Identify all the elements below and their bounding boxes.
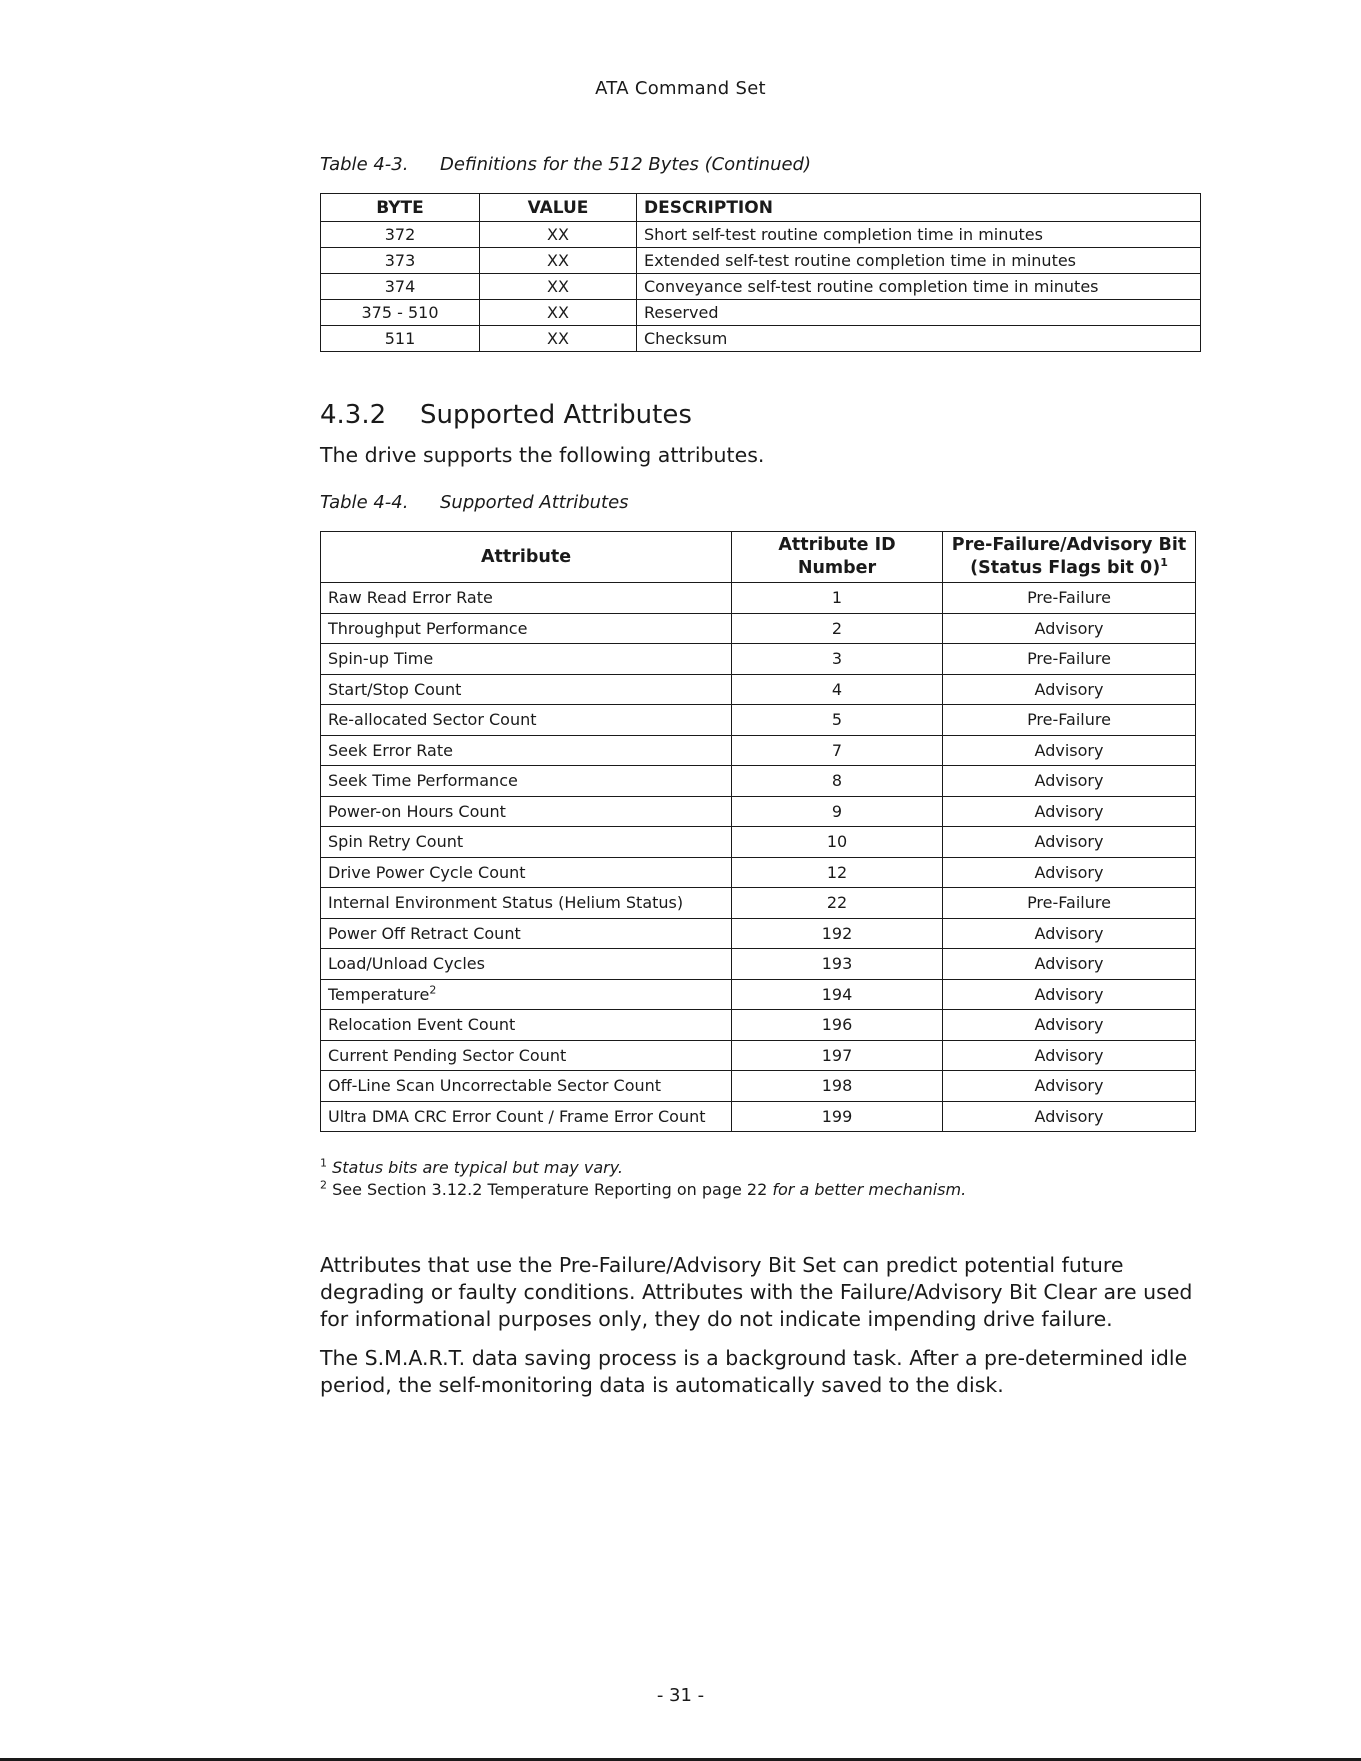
status-flag-cell: Advisory xyxy=(943,613,1196,644)
table-header-row xyxy=(321,194,1201,222)
attribute-cell: Raw Read Error Rate xyxy=(321,583,732,614)
footnote-1-mark: 1 xyxy=(320,1156,327,1170)
table-4-3-body xyxy=(321,222,1201,352)
table-row xyxy=(321,583,1196,614)
attribute-cell: Power-on Hours Count xyxy=(321,796,732,827)
description-cell: Reserved xyxy=(637,300,1201,326)
attribute-cell: Throughput Performance xyxy=(321,613,732,644)
table-row xyxy=(321,949,1196,980)
attribute-cell: Relocation Event Count xyxy=(321,1010,732,1041)
table-header-row xyxy=(321,532,1196,583)
attribute-cell: Current Pending Sector Count xyxy=(321,1040,732,1071)
attribute-id-cell: 12 xyxy=(732,857,943,888)
description-cell: Checksum xyxy=(637,326,1201,352)
table-row xyxy=(321,888,1196,919)
attribute-cell xyxy=(321,979,732,1010)
table-4-4 xyxy=(320,531,1196,1132)
status-flag-cell: Advisory xyxy=(943,1040,1196,1071)
attribute-cell: Ultra DMA CRC Error Count / Frame Error Count xyxy=(321,1101,732,1132)
value-cell: XX xyxy=(480,274,637,300)
section-number: 4.3.2 xyxy=(320,400,387,430)
table-row xyxy=(321,705,1196,736)
page-number: - 31 - xyxy=(656,1685,705,1706)
table-row xyxy=(321,248,1201,274)
attribute-id-cell: 22 xyxy=(732,888,943,919)
status-flag-cell: Advisory xyxy=(943,766,1196,797)
status-flag-cell: Advisory xyxy=(943,674,1196,705)
table-row xyxy=(321,1071,1196,1102)
attribute-id-cell: 8 xyxy=(732,766,943,797)
table-4-3 xyxy=(320,193,1201,352)
attribute-id-cell: 193 xyxy=(732,949,943,980)
description-cell: Conveyance self-test routine completion time in minutes xyxy=(637,274,1201,300)
attribute-id-cell: 9 xyxy=(732,796,943,827)
value-cell: XX xyxy=(480,300,637,326)
attribute-id-cell: 196 xyxy=(732,1010,943,1041)
attribute-cell: Start/Stop Count xyxy=(321,674,732,705)
attribute-id-cell: 197 xyxy=(732,1040,943,1071)
attribute-cell: Internal Environment Status (Helium Status) xyxy=(321,888,732,919)
attribute-id-cell: 198 xyxy=(732,1071,943,1102)
attribute-id-cell: 1 xyxy=(732,583,943,614)
paragraph-smart-saving: The S.M.A.R.T. data saving process is a background task. After a pre-determined idle period, the self-monitoring data is automatically saved to the disk. xyxy=(320,1346,1188,1397)
table-row xyxy=(321,222,1201,248)
table-4-4-body xyxy=(321,583,1196,1132)
section-heading xyxy=(320,400,692,430)
status-flag-cell: Advisory xyxy=(943,1101,1196,1132)
attribute-cell: Seek Time Performance xyxy=(321,766,732,797)
attribute-cell: Power Off Retract Count xyxy=(321,918,732,949)
table-4-4-title: Supported Attributes xyxy=(440,492,629,513)
value-cell: XX xyxy=(480,222,637,248)
table-row xyxy=(321,274,1201,300)
status-flag-cell: Advisory xyxy=(943,979,1196,1010)
paragraph-prefailure: Attributes that use the Pre-Failure/Advisory Bit Set can predict potential future degrading or faulty conditions. Attributes with the Failure/Advisory Bit Clear are used for informational purposes only, they do not indicate impending drive failure. xyxy=(320,1253,1193,1331)
byte-cell: 511 xyxy=(321,326,480,352)
attribute-id-cell: 199 xyxy=(732,1101,943,1132)
header-value: VALUE xyxy=(480,194,637,222)
footnote-2-reference: See Section 3.12.2 Temperature Reporting on page 22 xyxy=(332,1180,768,1199)
table-4-3-number: Table 4-3. xyxy=(320,154,409,175)
status-flag-cell: Advisory xyxy=(943,1071,1196,1102)
table-row xyxy=(321,1101,1196,1132)
status-flag-cell: Pre-Failure xyxy=(943,705,1196,736)
value-cell: XX xyxy=(480,326,637,352)
footnote-ref-1: 1 xyxy=(1160,556,1168,570)
table-row xyxy=(321,979,1196,1010)
attribute-cell: Spin-up Time xyxy=(321,644,732,675)
status-flag-cell: Advisory xyxy=(943,827,1196,858)
table-4-3-title: Definitions for the 512 Bytes (Continued) xyxy=(440,154,812,175)
status-flag-cell: Pre-Failure xyxy=(943,644,1196,675)
description-cell: Extended self-test routine completion time in minutes xyxy=(637,248,1201,274)
table-row xyxy=(321,300,1201,326)
status-flag-cell: Pre-Failure xyxy=(943,583,1196,614)
footnote-2 xyxy=(320,1180,966,1199)
header-byte: BYTE xyxy=(321,194,480,222)
status-flag-cell: Advisory xyxy=(943,949,1196,980)
attribute-id-cell: 7 xyxy=(732,735,943,766)
footnote-2-text: for a better mechanism. xyxy=(772,1180,967,1199)
header-prefailure-line2: (Status Flags bit 0) xyxy=(970,558,1161,578)
attribute-id-cell: 192 xyxy=(732,918,943,949)
attribute-id-cell: 4 xyxy=(732,674,943,705)
byte-cell: 374 xyxy=(321,274,480,300)
attribute-cell: Spin Retry Count xyxy=(321,827,732,858)
footnote-ref-2: 2 xyxy=(429,983,437,997)
status-flag-cell: Advisory xyxy=(943,735,1196,766)
byte-cell: 372 xyxy=(321,222,480,248)
section-title: Supported Attributes xyxy=(420,400,692,430)
footnote-2-mark: 2 xyxy=(320,1178,327,1192)
attribute-id-cell: 3 xyxy=(732,644,943,675)
table-row xyxy=(321,735,1196,766)
header-prefailure-advisory xyxy=(943,532,1196,583)
attribute-cell: Seek Error Rate xyxy=(321,735,732,766)
table-row xyxy=(321,796,1196,827)
attribute-cell: Off-Line Scan Uncorrectable Sector Count xyxy=(321,1071,732,1102)
attribute-id-cell: 2 xyxy=(732,613,943,644)
table-4-4-number: Table 4-4. xyxy=(320,492,409,513)
status-flag-cell: Pre-Failure xyxy=(943,888,1196,919)
attribute-cell: Load/Unload Cycles xyxy=(321,949,732,980)
attribute-id-cell: 10 xyxy=(732,827,943,858)
attribute-id-cell: 5 xyxy=(732,705,943,736)
table-row xyxy=(321,1010,1196,1041)
footnote-1-text: Status bits are typical but may vary. xyxy=(332,1158,624,1177)
status-flag-cell: Advisory xyxy=(943,796,1196,827)
byte-cell: 373 xyxy=(321,248,480,274)
table-row xyxy=(321,674,1196,705)
status-flag-cell: Advisory xyxy=(943,1010,1196,1041)
header-attribute: Attribute xyxy=(321,532,732,583)
attribute-cell: Drive Power Cycle Count xyxy=(321,857,732,888)
header-attribute-id: Attribute ID Number xyxy=(732,532,943,583)
table-row xyxy=(321,857,1196,888)
attribute-id-cell: 194 xyxy=(732,979,943,1010)
table-row xyxy=(321,827,1196,858)
table-row xyxy=(321,644,1196,675)
header-prefailure-line1: Pre-Failure/Advisory Bit xyxy=(951,535,1187,555)
attribute-cell: Re-allocated Sector Count xyxy=(321,705,732,736)
section-intro: The drive supports the following attributes. xyxy=(320,443,765,467)
table-row xyxy=(321,766,1196,797)
header-description: DESCRIPTION xyxy=(637,194,1201,222)
table-4-3-caption xyxy=(320,154,811,175)
table-4-4-caption xyxy=(320,492,629,513)
status-flag-cell: Advisory xyxy=(943,857,1196,888)
description-cell: Short self-test routine completion time in minutes xyxy=(637,222,1201,248)
status-flag-cell: Advisory xyxy=(943,918,1196,949)
table-row xyxy=(321,326,1201,352)
table-row xyxy=(321,1040,1196,1071)
table-row xyxy=(321,613,1196,644)
attribute-name: Temperature xyxy=(328,984,430,1004)
table-row xyxy=(321,918,1196,949)
running-header: ATA Command Set xyxy=(595,78,766,99)
byte-cell: 375 - 510 xyxy=(321,300,480,326)
footnote-1 xyxy=(320,1158,623,1177)
value-cell: XX xyxy=(480,248,637,274)
